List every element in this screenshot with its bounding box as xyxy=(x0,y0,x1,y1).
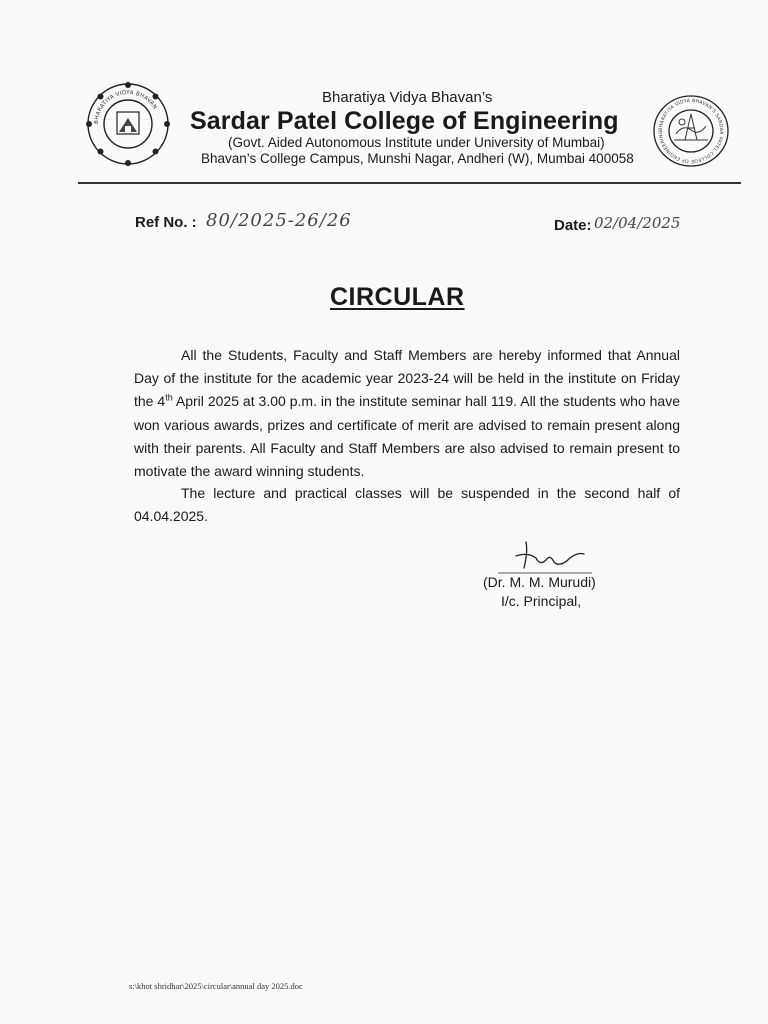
left-seal-text: BHARATIYA VIDYA BHAVAN xyxy=(93,89,158,125)
body-paragraph-2: The lecture and practical classes will be suspended in the second half of 04.04.2025. xyxy=(134,485,680,525)
date-label: Date: xyxy=(554,217,592,234)
header-divider xyxy=(78,182,741,184)
p1-text-b: April 2025 at 3.00 p.m. in the institute seminar hall 119. All the students who have won various awards, prizes and certificate of merit are advised to remain present along with their parents. All Faculty and Staff Members are also advised to remain present to motivate the award winning students. xyxy=(134,393,680,480)
college-name: Sardar Patel College of Engineering xyxy=(190,107,619,135)
ref-no-label: Ref No. : xyxy=(135,214,197,231)
signatory-name: (Dr. M. M. Murudi) xyxy=(483,574,596,590)
college-address: Bhavan’s College Campus, Munshi Nagar, Andheri (W), Mumbai 400058 xyxy=(201,151,634,166)
parent-organization: Bharatiya Vidya Bhavan’s xyxy=(322,89,493,106)
principal-signature xyxy=(498,538,592,574)
body-paragraph-1 xyxy=(134,344,680,483)
ref-no-value: 80/2025-26/26 xyxy=(206,210,352,231)
file-path-footer: s:\khot shridhar\2025\circular\annual day 2025.doc xyxy=(129,981,303,991)
date-value: 02/04/2025 xyxy=(594,214,681,232)
right-seal-text: BHARATIYA VIDYA BHAVAN'S SARDAR PATEL COLLEGE OF ENGINEERING xyxy=(658,98,724,164)
institute-status: (Govt. Aided Autonomous Institute under University of Mumbai) xyxy=(228,135,605,150)
spce-seal-logo xyxy=(652,94,730,168)
signatory-designation: I/c. Principal, xyxy=(501,593,582,609)
p1-text-a: All the Students, Faculty and Staff Members are hereby informed that Annual Day of the institute for the academic year 2023-24 will be held in the institute on Friday the 4 xyxy=(134,347,680,410)
p1-superscript: th xyxy=(165,392,173,403)
bhavan-emblem-logo xyxy=(86,82,170,166)
document-title: CIRCULAR xyxy=(330,283,465,311)
